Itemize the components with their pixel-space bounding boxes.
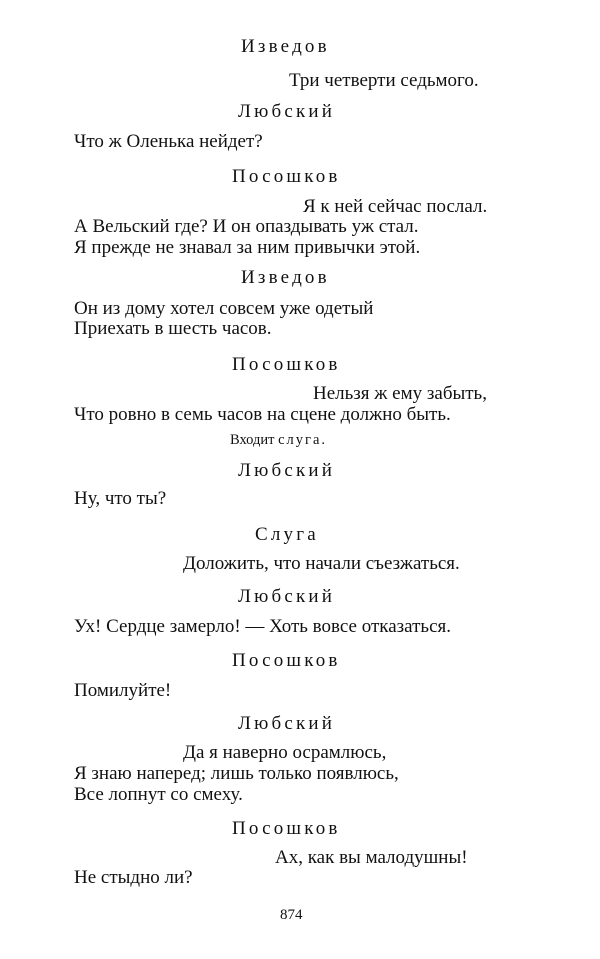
verse-line: А Вельский где? И он опаздывать уж стал. xyxy=(74,216,419,237)
speaker-name: Изведов xyxy=(241,267,330,288)
verse-line: Я прежде не знавал за ним привычки этой. xyxy=(74,237,421,258)
stage-direction xyxy=(230,429,327,451)
speaker-name: Любский xyxy=(238,101,336,122)
speaker-name: Изведов xyxy=(241,36,330,57)
verse-line: Приехать в шесть часов. xyxy=(74,318,272,339)
verse-line: Что ж Оленька нейдет? xyxy=(74,131,263,152)
page-number: 874 xyxy=(280,907,303,923)
speaker-name: Слуга xyxy=(255,524,319,545)
verse-line: Три четверти седьмого. xyxy=(289,70,479,91)
speaker-name: Любский xyxy=(238,713,336,734)
speaker-name: Посошков xyxy=(232,166,341,187)
verse-line: Нельзя ж ему забыть, xyxy=(313,383,487,404)
speaker-name: Посошков xyxy=(232,354,341,375)
verse-line: Я знаю наперед; лишь только появлюсь, xyxy=(74,763,399,784)
verse-line: Не стыдно ли? xyxy=(74,867,193,888)
verse-line: Ну, что ты? xyxy=(74,488,167,509)
verse-line: Ах, как вы малодушны! xyxy=(275,847,468,868)
verse-line: Что ровно в семь часов на сцене должно быть. xyxy=(74,404,451,425)
verse-line: Доложить, что начали съезжаться. xyxy=(183,553,460,574)
verse-line: Он из дому хотел совсем уже одетый xyxy=(74,298,374,319)
speaker-name: Любский xyxy=(238,586,336,607)
speaker-name: Любский xyxy=(238,460,336,481)
verse-line: Все лопнут со смеху. xyxy=(74,784,243,805)
verse-line: Помилуйте! xyxy=(74,680,172,701)
stage-direction-verb: Входит xyxy=(230,432,275,448)
verse-line: Да я наверно осрамлюсь, xyxy=(183,742,387,763)
verse-line: Я к ней сейчас послал. xyxy=(303,196,488,217)
stage-direction-character: слуга. xyxy=(278,432,328,448)
speaker-name: Посошков xyxy=(232,818,341,839)
speaker-name: Посошков xyxy=(232,650,341,671)
verse-line: Ух! Сердце замерло! — Хоть вовсе отказаться. xyxy=(74,616,451,637)
